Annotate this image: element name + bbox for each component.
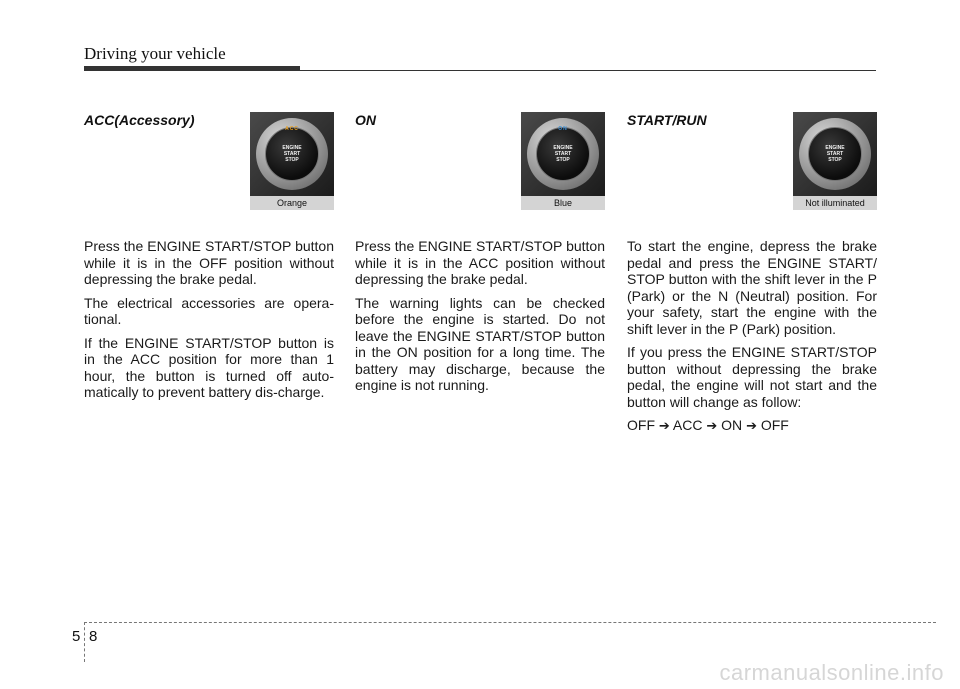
paragraph: Press the ENGINE START/STOP button while it is in the OFF position without depressing the brake pedal. <box>84 238 334 287</box>
engine-button-ring <box>799 118 871 190</box>
arrow-right-icon: ➔ <box>658 418 670 433</box>
section-heading: ON <box>355 112 376 128</box>
illustration-caption: Blue <box>521 196 605 210</box>
paragraph: To start the engine, depress the brake pedal and press the ENGINE START/ STOP button with the shift lever in the P (Park) or the N (Neutral) position. For your safety, start the engine with the shift lever in the P (Park) position. <box>627 238 877 337</box>
page-header-title: Driving your vehicle <box>84 44 226 63</box>
sequence-step: ON <box>721 417 743 433</box>
engine-button-illustration <box>521 112 605 196</box>
section-body <box>627 238 877 442</box>
button-text-engine: ENGINE <box>553 145 573 151</box>
button-text-stop: STOP <box>556 157 570 163</box>
engine-button-illustration <box>793 112 877 196</box>
button-text-start: START <box>283 151 301 157</box>
paragraph: The electrical accessories are opera-tional. <box>84 294 334 327</box>
section-body <box>355 238 605 401</box>
button-text-stop: STOP <box>828 157 842 163</box>
illustration-caption: Not illuminated <box>793 196 877 210</box>
arrow-right-icon: ➔ <box>746 418 757 433</box>
engine-button-illustration <box>250 112 334 196</box>
engine-button-ring <box>256 118 328 190</box>
paragraph: If you press the ENGINE START/STOP button without depressing the brake pedal, the engine will not start and the button will change as follow: <box>627 344 877 410</box>
engine-start-stop-icon <box>536 127 590 181</box>
engine-button-ring <box>527 118 599 190</box>
header-rule-thin <box>300 70 876 71</box>
ring-label-acc: ACC <box>285 126 299 132</box>
footer-divider <box>84 622 85 662</box>
paragraph: If the ENGINE START/STOP button is in the ACC position for more than 1 hour, the button is turned off auto-matically to prevent battery dis-charge. <box>84 334 334 400</box>
engine-start-stop-icon <box>265 127 319 181</box>
paragraph: The warning lights can be checked before the engine is started. Do not leave the ENGINE START/STOP button in the ON position for a long time. The battery may discharge, because the engine is not running. <box>355 294 605 393</box>
button-text-engine: ENGINE <box>282 145 302 151</box>
section-body <box>84 238 334 408</box>
page-number: 8 <box>89 628 98 645</box>
button-text-engine: ENGINE <box>825 145 845 151</box>
sequence-step: OFF <box>760 417 789 433</box>
button-text-start: START <box>554 151 572 157</box>
button-text-start: START <box>826 151 844 157</box>
sequence-step: ACC <box>672 417 703 433</box>
arrow-right-icon: ➔ <box>706 418 718 433</box>
section-heading: START/RUN <box>627 112 707 128</box>
section-heading: ACC(Accessory) <box>84 112 195 128</box>
mode-sequence <box>627 417 877 435</box>
button-text-stop: STOP <box>285 157 299 163</box>
watermark: carmanualsonline.info <box>719 660 944 685</box>
ring-label-on: ON <box>558 126 568 132</box>
engine-start-stop-icon <box>808 127 862 181</box>
sequence-step: OFF <box>627 417 655 433</box>
header-rule-thick <box>84 66 300 71</box>
illustration-caption: Orange <box>250 196 334 210</box>
chapter-number: 5 <box>72 628 81 645</box>
footer-rule <box>84 622 936 623</box>
paragraph: Press the ENGINE START/STOP button while it is in the ACC position without depressing the brake pedal. <box>355 238 605 287</box>
